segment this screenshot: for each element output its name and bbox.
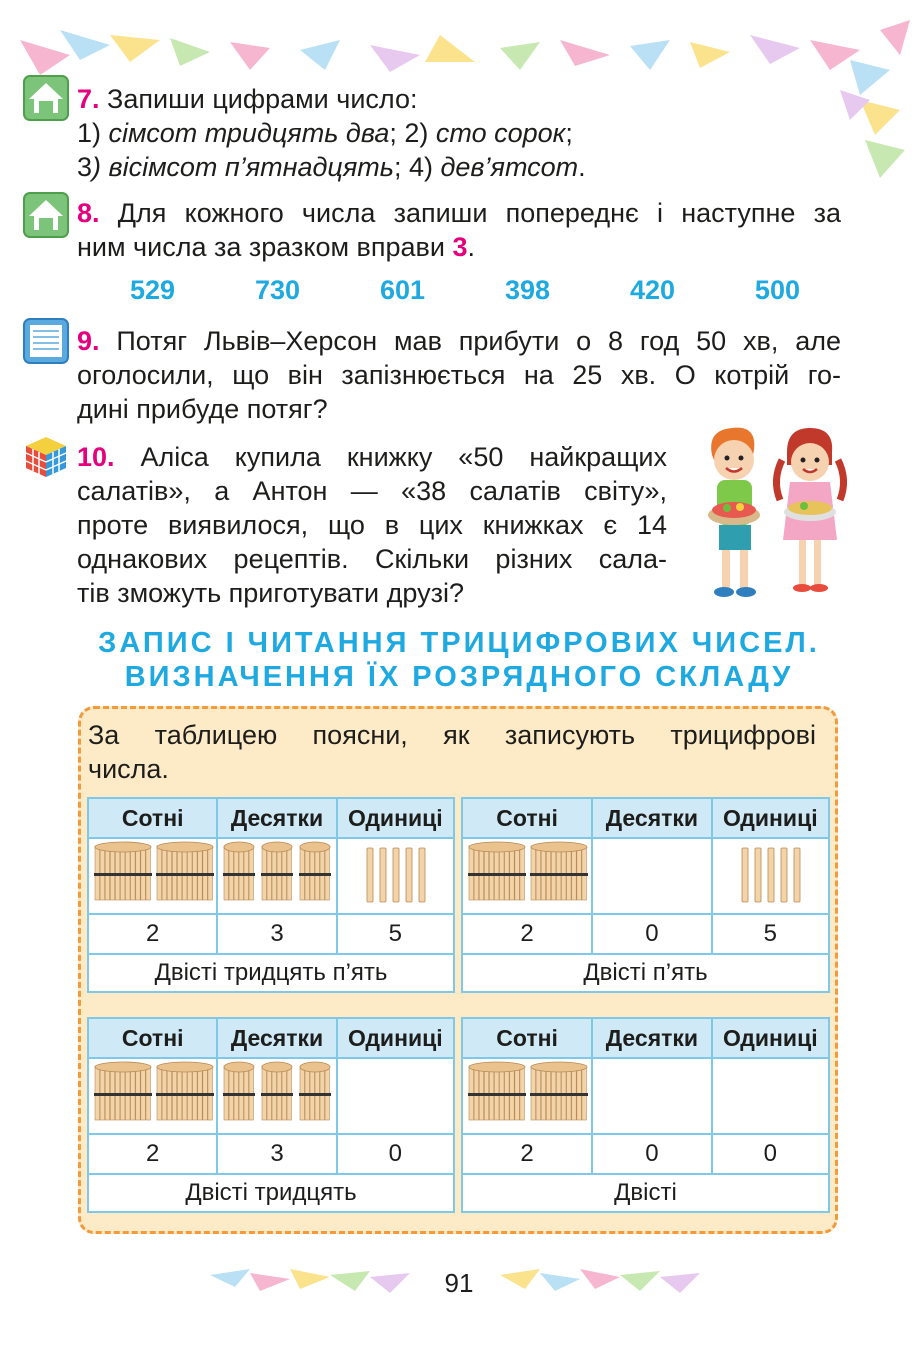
digit-hundreds: 2 (88, 1134, 217, 1174)
explanation-text (88, 718, 816, 786)
tens-bundles-cell (592, 1058, 711, 1134)
hundreds-bundles-cell (462, 838, 592, 914)
task-8 (77, 196, 841, 264)
ten-bundles-image (220, 840, 334, 906)
ten-bundles-image (595, 840, 709, 906)
number-in-words: Двісті тридцять п’ять (88, 954, 454, 992)
single-sticks-image (339, 840, 451, 906)
task-7-v3: вісімсот п’ятнадцять (108, 152, 394, 182)
hundred-bundles-image (465, 840, 589, 906)
task-10 (77, 440, 667, 610)
hundreds-bundles-cell (88, 838, 217, 914)
task-10-line5: тів зможуть приготувати друзі? (77, 578, 465, 608)
task-8-number-item: 601 (379, 275, 426, 305)
hundred-bundles-image (91, 1060, 215, 1126)
task-7-p3: 3 (77, 152, 93, 182)
header-hundreds: Сотні (462, 1018, 592, 1058)
task-7-s2: ; (565, 118, 573, 148)
kids-with-salads-illustration (692, 420, 852, 605)
notebook-task-icon (23, 318, 69, 364)
tens-bundles-cell (592, 838, 711, 914)
number-in-words: Двісті п’ять (462, 954, 829, 992)
task-9 (77, 324, 841, 426)
task-8-number-item: 398 (504, 275, 551, 305)
tens-bundles-cell (217, 1058, 336, 1134)
header-hundreds: Сотні (88, 798, 217, 838)
digit-ones: 0 (712, 1134, 829, 1174)
section-title-line2: ВИЗНАЧЕННЯ ЇХ РОЗРЯДНОГО СКЛАДУ (124, 661, 794, 693)
ones-sticks-cell (712, 838, 829, 914)
hundreds-bundles-cell (88, 1058, 217, 1134)
ten-bundles-image (595, 1060, 709, 1126)
home-task-icon (23, 75, 69, 121)
digit-hundreds: 2 (462, 1134, 592, 1174)
number-in-words: Двісті тридцять (88, 1174, 454, 1212)
header-tens: Десятки (592, 1018, 711, 1058)
task-8-end: . (467, 232, 476, 262)
task-10-line2: салатів», а Антон — «38 салатів світу», (77, 476, 667, 506)
task-10-line4: однакових рецептів. Скільки різних сала- (77, 544, 667, 574)
ones-sticks-cell (337, 1058, 454, 1134)
digit-ones: 5 (337, 914, 454, 954)
task-8-number-item: 500 (754, 275, 800, 305)
tens-bundles-cell (217, 838, 336, 914)
hundred-bundles-image (91, 840, 215, 906)
header-ones: Одиниці (337, 798, 454, 838)
header-ones: Одиниці (337, 1018, 454, 1058)
task-9-line2: оголосили, що він запізнюється на 25 хв. О котрій го- (77, 360, 841, 390)
digit-tens: 3 (217, 914, 336, 954)
task-10-line1: Аліса купила книжку «50 найкращих (140, 442, 667, 472)
explanation-line2: числа. (88, 754, 169, 784)
task-8-line1: Для кожного числа запиши попереднє і наступне за (117, 198, 841, 228)
task-7-number: 7. (77, 84, 100, 114)
place-value-table (461, 797, 830, 993)
header-hundreds: Сотні (462, 798, 592, 838)
place-value-table (461, 1017, 830, 1213)
digit-tens: 3 (217, 1134, 336, 1174)
task-7-v4: дев’ятсот (440, 152, 579, 182)
digit-hundreds: 2 (462, 914, 592, 954)
task-7-v2: сто сорок (435, 118, 566, 148)
header-hundreds: Сотні (88, 1018, 217, 1058)
task-8-number: 8. (77, 198, 100, 228)
digit-ones: 0 (337, 1134, 454, 1174)
ten-bundles-image (220, 1060, 334, 1126)
task-7-p1: 1) (77, 118, 109, 148)
digit-hundreds: 2 (88, 914, 217, 954)
task-10-number: 10. (77, 442, 115, 472)
ones-sticks-cell (337, 838, 454, 914)
digit-tens: 0 (592, 1134, 711, 1174)
task-8-number-item: 730 (254, 275, 301, 305)
task-8-number-item: 529 (130, 275, 176, 305)
task-8-number-item: 420 (629, 275, 675, 305)
task-10-line3: проте виявилося, що в цих книжках є 14 (77, 510, 667, 540)
digit-ones: 5 (712, 914, 829, 954)
task-7-v1: сімсот тридцять два (108, 118, 390, 148)
place-value-table (87, 1017, 455, 1213)
header-tens: Десятки (217, 798, 336, 838)
single-sticks-image (714, 840, 826, 906)
header-tens: Десятки (592, 798, 711, 838)
rubiks-cube-icon (23, 434, 69, 480)
single-sticks-image (714, 1060, 826, 1126)
task-7-s3: ; 4) (393, 152, 441, 182)
task-9-number: 9. (77, 326, 100, 356)
home-task-icon (23, 192, 69, 238)
header-tens: Десятки (217, 1018, 336, 1058)
section-title-line1: ЗАПИС І ЧИТАННЯ ТРИЦИФРОВИХ ЧИСЕЛ. (98, 627, 820, 659)
task-8-ref: 3 (452, 232, 468, 262)
task-8-numbers (130, 275, 800, 306)
explanation-line1: За таблицею поясни, як записують трицифрові (88, 720, 816, 750)
header-ones: Одиниці (712, 1018, 829, 1058)
task-7-p3b: ) (92, 152, 109, 182)
task-8-line2: ним числа за зразком вправи (77, 232, 453, 262)
header-ones: Одиниці (712, 798, 829, 838)
hundreds-bundles-cell (462, 1058, 592, 1134)
ones-sticks-cell (712, 1058, 829, 1134)
single-sticks-image (339, 1060, 451, 1126)
task-9-line3: дині прибуде потяг? (77, 394, 328, 424)
place-value-table (87, 797, 455, 993)
page-number: 91 (444, 1268, 474, 1298)
task-7-s4: . (578, 152, 586, 182)
task-7 (77, 82, 697, 184)
number-in-words: Двісті (462, 1174, 829, 1212)
task-9-line1: Потяг Львів–Херсон мав прибути о 8 год 50 хв, але (116, 326, 841, 356)
digit-tens: 0 (592, 914, 711, 954)
task-7-title: Запиши цифрами число: (107, 84, 418, 114)
task-7-s1: ; 2) (389, 118, 436, 148)
hundred-bundles-image (465, 1060, 589, 1126)
